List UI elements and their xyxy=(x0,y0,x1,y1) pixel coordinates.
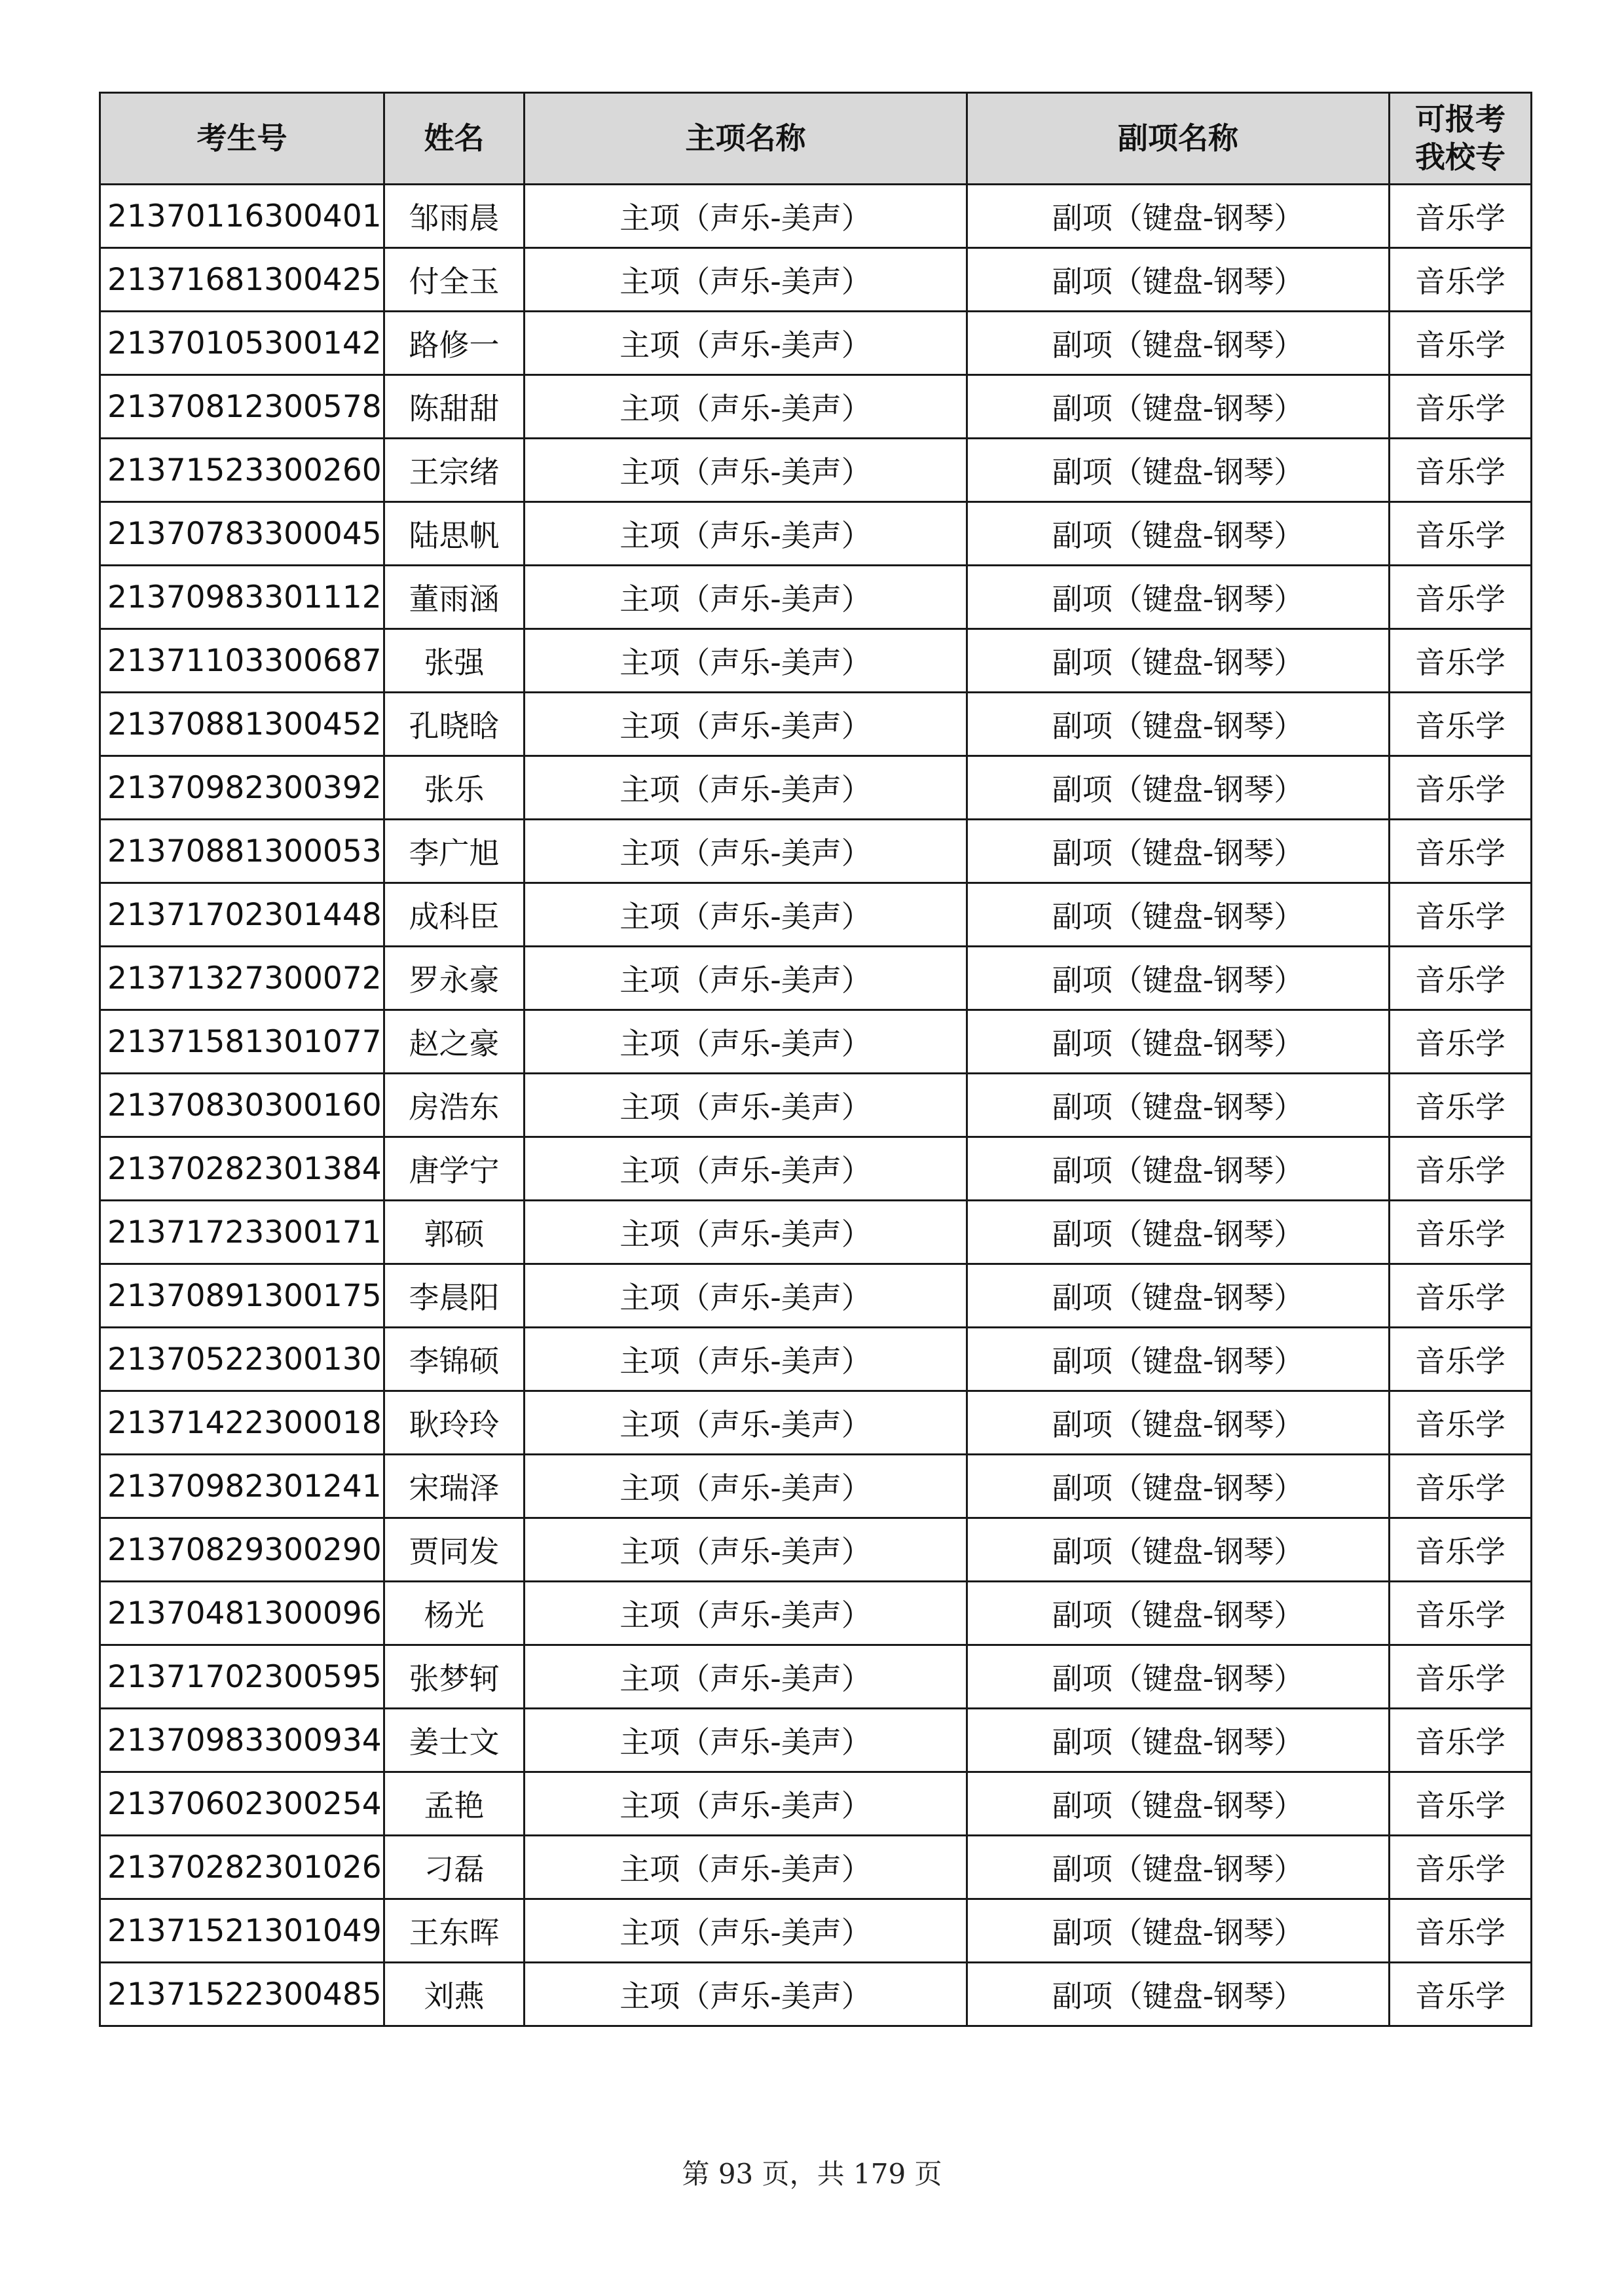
cell-eligible-major: 音乐学 xyxy=(1390,629,1532,693)
cell-exam-id: 21370783300045 xyxy=(100,502,384,566)
cell-sub-item: 副项（键盘-钢琴） xyxy=(967,1709,1390,1772)
cell-sub-item: 副项（键盘-钢琴） xyxy=(967,693,1390,756)
cell-exam-id: 21371523300260 xyxy=(100,439,384,502)
cell-exam-id: 21371522300485 xyxy=(100,1963,384,2026)
cell-eligible-major: 音乐学 xyxy=(1390,1645,1532,1709)
cell-main-item: 主项（声乐-美声） xyxy=(525,693,967,756)
cell-sub-item: 副项（键盘-钢琴） xyxy=(967,1645,1390,1709)
cell-name: 赵之豪 xyxy=(384,1010,525,1074)
cell-main-item: 主项（声乐-美声） xyxy=(525,883,967,947)
cell-exam-id: 21370812300578 xyxy=(100,375,384,439)
cell-sub-item: 副项（键盘-钢琴） xyxy=(967,947,1390,1010)
cell-name: 耿玲玲 xyxy=(384,1391,525,1455)
cell-main-item: 主项（声乐-美声） xyxy=(525,1010,967,1074)
cell-exam-id: 21370881300452 xyxy=(100,693,384,756)
footer-page-number: 93 xyxy=(718,2158,754,2190)
cell-name: 房浩东 xyxy=(384,1074,525,1137)
cell-name: 王东晖 xyxy=(384,1899,525,1963)
cell-exam-id: 21370983301112 xyxy=(100,566,384,629)
cell-main-item: 主项（声乐-美声） xyxy=(525,502,967,566)
cell-exam-id: 21370522300130 xyxy=(100,1328,384,1391)
cell-eligible-major: 音乐学 xyxy=(1390,1137,1532,1201)
cell-exam-id: 21371702301448 xyxy=(100,883,384,947)
cell-sub-item: 副项（键盘-钢琴） xyxy=(967,883,1390,947)
cell-sub-item: 副项（键盘-钢琴） xyxy=(967,629,1390,693)
cell-name: 董雨涵 xyxy=(384,566,525,629)
table-header xyxy=(100,93,1532,185)
cell-main-item: 主项（声乐-美声） xyxy=(525,756,967,820)
cell-sub-item: 副项（键盘-钢琴） xyxy=(967,248,1390,312)
cell-sub-item: 副项（键盘-钢琴） xyxy=(967,1582,1390,1645)
cell-exam-id: 21370891300175 xyxy=(100,1264,384,1328)
cell-sub-item: 副项（键盘-钢琴） xyxy=(967,1455,1390,1518)
cell-sub-item: 副项（键盘-钢琴） xyxy=(967,1264,1390,1328)
cell-eligible-major: 音乐学 xyxy=(1390,1772,1532,1836)
cell-main-item: 主项（声乐-美声） xyxy=(525,1645,967,1709)
cell-main-item: 主项（声乐-美声） xyxy=(525,439,967,502)
cell-exam-id: 21371702300595 xyxy=(100,1645,384,1709)
table-body xyxy=(100,185,1532,2026)
cell-name: 孔晓晗 xyxy=(384,693,525,756)
cell-eligible-major: 音乐学 xyxy=(1390,248,1532,312)
table-row xyxy=(100,756,1532,820)
table-row xyxy=(100,1772,1532,1836)
header-eligible-major-line1: 可报考 xyxy=(1415,101,1505,137)
table-row xyxy=(100,947,1532,1010)
cell-name: 杨光 xyxy=(384,1582,525,1645)
cell-exam-id: 21370881300053 xyxy=(100,820,384,883)
table-row xyxy=(100,248,1532,312)
header-main-item: 主项名称 xyxy=(525,93,967,185)
cell-exam-id: 21371327300072 xyxy=(100,947,384,1010)
cell-eligible-major: 音乐学 xyxy=(1390,1582,1532,1645)
cell-eligible-major: 音乐学 xyxy=(1390,1010,1532,1074)
header-eligible-major xyxy=(1390,93,1532,185)
cell-name: 成科臣 xyxy=(384,883,525,947)
cell-main-item: 主项（声乐-美声） xyxy=(525,1137,967,1201)
cell-main-item: 主项（声乐-美声） xyxy=(525,1328,967,1391)
cell-sub-item: 副项（键盘-钢琴） xyxy=(967,1391,1390,1455)
cell-eligible-major: 音乐学 xyxy=(1390,566,1532,629)
cell-main-item: 主项（声乐-美声） xyxy=(525,1772,967,1836)
cell-exam-id: 21370282301026 xyxy=(100,1836,384,1899)
table-row xyxy=(100,629,1532,693)
table-row xyxy=(100,1328,1532,1391)
cell-exam-id: 21370830300160 xyxy=(100,1074,384,1137)
cell-exam-id: 21370982300392 xyxy=(100,756,384,820)
cell-exam-id: 21371681300425 xyxy=(100,248,384,312)
cell-name: 唐学宁 xyxy=(384,1137,525,1201)
cell-name: 付全玉 xyxy=(384,248,525,312)
table-row xyxy=(100,820,1532,883)
cell-exam-id: 21370105300142 xyxy=(100,312,384,375)
cell-main-item: 主项（声乐-美声） xyxy=(525,1264,967,1328)
cell-name: 李广旭 xyxy=(384,820,525,883)
cell-sub-item: 副项（键盘-钢琴） xyxy=(967,312,1390,375)
cell-main-item: 主项（声乐-美声） xyxy=(525,1836,967,1899)
cell-sub-item: 副项（键盘-钢琴） xyxy=(967,820,1390,883)
cell-eligible-major: 音乐学 xyxy=(1390,1455,1532,1518)
cell-name: 路修一 xyxy=(384,312,525,375)
cell-main-item: 主项（声乐-美声） xyxy=(525,375,967,439)
cell-main-item: 主项（声乐-美声） xyxy=(525,1582,967,1645)
header-name: 姓名 xyxy=(384,93,525,185)
cell-eligible-major: 音乐学 xyxy=(1390,502,1532,566)
cell-name: 陈甜甜 xyxy=(384,375,525,439)
cell-eligible-major: 音乐学 xyxy=(1390,375,1532,439)
cell-eligible-major: 音乐学 xyxy=(1390,1963,1532,2026)
cell-exam-id: 21370282301384 xyxy=(100,1137,384,1201)
cell-name: 张乐 xyxy=(384,756,525,820)
cell-main-item: 主项（声乐-美声） xyxy=(525,629,967,693)
table-row xyxy=(100,1582,1532,1645)
footer-middle: 页，共 xyxy=(762,2158,845,2190)
cell-sub-item: 副项（键盘-钢琴） xyxy=(967,375,1390,439)
cell-eligible-major: 音乐学 xyxy=(1390,1201,1532,1264)
cell-name: 姜士文 xyxy=(384,1709,525,1772)
table-row xyxy=(100,693,1532,756)
cell-exam-id: 21370481300096 xyxy=(100,1582,384,1645)
table-row xyxy=(100,375,1532,439)
cell-name: 陆思帆 xyxy=(384,502,525,566)
cell-main-item: 主项（声乐-美声） xyxy=(525,1201,967,1264)
cell-sub-item: 副项（键盘-钢琴） xyxy=(967,185,1390,248)
header-sub-item: 副项名称 xyxy=(967,93,1390,185)
table-row xyxy=(100,1899,1532,1963)
cell-exam-id: 21371723300171 xyxy=(100,1201,384,1264)
cell-sub-item: 副项（键盘-钢琴） xyxy=(967,1772,1390,1836)
cell-sub-item: 副项（键盘-钢琴） xyxy=(967,1836,1390,1899)
cell-eligible-major: 音乐学 xyxy=(1390,883,1532,947)
cell-eligible-major: 音乐学 xyxy=(1390,1899,1532,1963)
cell-name: 李锦硕 xyxy=(384,1328,525,1391)
cell-main-item: 主项（声乐-美声） xyxy=(525,1455,967,1518)
cell-exam-id: 21371581301077 xyxy=(100,1010,384,1074)
cell-name: 贾同发 xyxy=(384,1518,525,1582)
cell-main-item: 主项（声乐-美声） xyxy=(525,185,967,248)
cell-sub-item: 副项（键盘-钢琴） xyxy=(967,1201,1390,1264)
table-row xyxy=(100,1518,1532,1582)
cell-exam-id: 21371521301049 xyxy=(100,1899,384,1963)
header-exam-id: 考生号 xyxy=(100,93,384,185)
score-table xyxy=(99,92,1532,2027)
cell-name: 宋瑞泽 xyxy=(384,1455,525,1518)
cell-main-item: 主项（声乐-美声） xyxy=(525,248,967,312)
cell-eligible-major: 音乐学 xyxy=(1390,185,1532,248)
cell-eligible-major: 音乐学 xyxy=(1390,947,1532,1010)
cell-exam-id: 21371103300687 xyxy=(100,629,384,693)
table-row xyxy=(100,883,1532,947)
cell-name: 孟艳 xyxy=(384,1772,525,1836)
cell-exam-id: 21370829300290 xyxy=(100,1518,384,1582)
cell-eligible-major: 音乐学 xyxy=(1390,1709,1532,1772)
cell-sub-item: 副项（键盘-钢琴） xyxy=(967,756,1390,820)
cell-main-item: 主项（声乐-美声） xyxy=(525,312,967,375)
table-row xyxy=(100,502,1532,566)
page-footer xyxy=(0,2153,1624,2192)
cell-name: 罗永豪 xyxy=(384,947,525,1010)
cell-name: 刁磊 xyxy=(384,1836,525,1899)
cell-name: 李晨阳 xyxy=(384,1264,525,1328)
cell-eligible-major: 音乐学 xyxy=(1390,693,1532,756)
cell-name: 王宗绪 xyxy=(384,439,525,502)
cell-sub-item: 副项（键盘-钢琴） xyxy=(967,1074,1390,1137)
cell-exam-id: 21370116300401 xyxy=(100,185,384,248)
cell-eligible-major: 音乐学 xyxy=(1390,1264,1532,1328)
cell-eligible-major: 音乐学 xyxy=(1390,439,1532,502)
table-row xyxy=(100,1201,1532,1264)
table-row xyxy=(100,566,1532,629)
cell-sub-item: 副项（键盘-钢琴） xyxy=(967,1899,1390,1963)
cell-main-item: 主项（声乐-美声） xyxy=(525,1709,967,1772)
cell-name: 郭硕 xyxy=(384,1201,525,1264)
cell-exam-id: 21370983300934 xyxy=(100,1709,384,1772)
cell-name: 张梦轲 xyxy=(384,1645,525,1709)
cell-sub-item: 副项（键盘-钢琴） xyxy=(967,1010,1390,1074)
table-row xyxy=(100,439,1532,502)
table-row xyxy=(100,185,1532,248)
header-row xyxy=(100,93,1532,185)
table-row xyxy=(100,1963,1532,2026)
cell-main-item: 主项（声乐-美声） xyxy=(525,566,967,629)
cell-eligible-major: 音乐学 xyxy=(1390,756,1532,820)
cell-name: 刘燕 xyxy=(384,1963,525,2026)
table-row xyxy=(100,1645,1532,1709)
table-row xyxy=(100,1455,1532,1518)
footer-total-pages: 179 xyxy=(853,2158,906,2190)
cell-sub-item: 副项（键盘-钢琴） xyxy=(967,566,1390,629)
cell-exam-id: 21371422300018 xyxy=(100,1391,384,1455)
cell-main-item: 主项（声乐-美声） xyxy=(525,1074,967,1137)
cell-exam-id: 21370982301241 xyxy=(100,1455,384,1518)
cell-sub-item: 副项（键盘-钢琴） xyxy=(967,1328,1390,1391)
cell-sub-item: 副项（键盘-钢琴） xyxy=(967,502,1390,566)
cell-eligible-major: 音乐学 xyxy=(1390,1836,1532,1899)
footer-suffix: 页 xyxy=(914,2158,942,2190)
footer-prefix: 第 xyxy=(682,2158,710,2190)
cell-eligible-major: 音乐学 xyxy=(1390,312,1532,375)
cell-exam-id: 21370602300254 xyxy=(100,1772,384,1836)
cell-sub-item: 副项（键盘-钢琴） xyxy=(967,439,1390,502)
cell-name: 邹雨晨 xyxy=(384,185,525,248)
table-row xyxy=(100,1137,1532,1201)
cell-main-item: 主项（声乐-美声） xyxy=(525,820,967,883)
cell-sub-item: 副项（键盘-钢琴） xyxy=(967,1518,1390,1582)
cell-eligible-major: 音乐学 xyxy=(1390,1518,1532,1582)
table-row xyxy=(100,312,1532,375)
cell-eligible-major: 音乐学 xyxy=(1390,1391,1532,1455)
table-row xyxy=(100,1391,1532,1455)
table-row xyxy=(100,1709,1532,1772)
cell-sub-item: 副项（键盘-钢琴） xyxy=(967,1963,1390,2026)
cell-main-item: 主项（声乐-美声） xyxy=(525,1518,967,1582)
table-row xyxy=(100,1264,1532,1328)
table-row xyxy=(100,1010,1532,1074)
header-eligible-major-line2: 我校专 xyxy=(1415,139,1505,175)
table-row xyxy=(100,1074,1532,1137)
cell-main-item: 主项（声乐-美声） xyxy=(525,947,967,1010)
cell-main-item: 主项（声乐-美声） xyxy=(525,1899,967,1963)
cell-main-item: 主项（声乐-美声） xyxy=(525,1391,967,1455)
cell-main-item: 主项（声乐-美声） xyxy=(525,1963,967,2026)
cell-eligible-major: 音乐学 xyxy=(1390,1074,1532,1137)
table-row xyxy=(100,1836,1532,1899)
cell-eligible-major: 音乐学 xyxy=(1390,820,1532,883)
cell-sub-item: 副项（键盘-钢琴） xyxy=(967,1137,1390,1201)
cell-eligible-major: 音乐学 xyxy=(1390,1328,1532,1391)
cell-name: 张强 xyxy=(384,629,525,693)
